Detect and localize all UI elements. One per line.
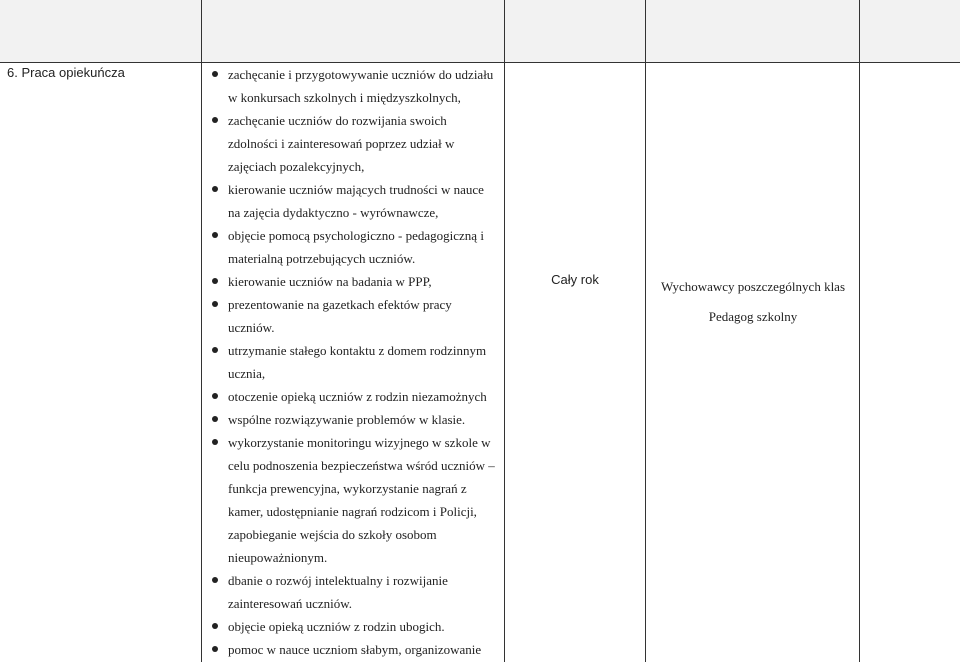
task-list (212, 63, 507, 661)
task-text-line: pomoc w nauce uczniom słabym, organizowanie (228, 642, 482, 657)
task-text-line: zdolności i zainteresowań poprzez udział w (228, 136, 455, 151)
task-text-line: zapobieganie wejścia do szkoły osobom (228, 527, 437, 542)
task-text-line: zachęcanie i przygotowywanie uczniów do udziału (228, 67, 494, 82)
bullet-dot-icon (212, 646, 218, 652)
task-text-line: objęcie pomocą psychologiczno - pedagogiczną i (228, 228, 484, 243)
task-text-line: kierowanie uczniów mających trudności w nauce (228, 182, 484, 197)
task-text-line: utrzymanie stałego kontaktu z domem rodzinnym (228, 343, 487, 358)
bullet-dot-icon (212, 117, 218, 123)
previous-row-gray (0, 0, 960, 62)
task-text-line: funkcja prewencyjna, wykorzystanie nagrań z (228, 481, 467, 496)
bullet-dot-icon (212, 71, 218, 77)
task-list-item (212, 385, 507, 408)
task-text-line: wykorzystanie monitoringu wizyjnego w szkole w (228, 435, 491, 450)
bullet-dot-icon (212, 186, 218, 192)
bullet-dot-icon (212, 416, 218, 422)
task-list-item (212, 224, 507, 270)
responsible-cell (646, 272, 860, 332)
task-list-item (212, 293, 507, 339)
task-text-line: zajęciach pozalekcyjnych, (228, 159, 365, 174)
task-list-item (212, 270, 507, 293)
task-text-line: kierowanie uczniów na badania w PPP, (228, 274, 432, 289)
task-text-line: zainteresowań uczniów. (228, 596, 353, 611)
task-text-line: objęcie opieką uczniów z rodzin ubogich. (228, 619, 445, 634)
task-text-line: otoczenie opieką uczniów z rodzin niezamożnych (228, 389, 487, 404)
task-text-line: w konkursach szkolnych i międzyszkolnych, (228, 90, 461, 105)
bullet-dot-icon (212, 623, 218, 629)
task-list-item (212, 63, 507, 109)
bullet-dot-icon (212, 301, 218, 307)
section-cell (0, 62, 201, 662)
task-text-line: na zajęcia dydaktyczno - wyrównawcze, (228, 205, 439, 220)
task-text-line: prezentowanie na gazetkach efektów pracy (228, 297, 452, 312)
task-text-line: dbanie o rozwój intelektualny i rozwijanie (228, 573, 448, 588)
task-text-line: zachęcanie uczniów do rozwijania swoich (228, 113, 447, 128)
bullet-dot-icon (212, 439, 218, 445)
task-list-item (212, 339, 507, 385)
task-list-item (212, 178, 507, 224)
task-text-line: wspólne rozwiązywanie problemów w klasie. (228, 412, 466, 427)
bullet-dot-icon (212, 232, 218, 238)
task-text-line: kamer, udostępnianie nagrań rodzicom i Policji, (228, 504, 477, 519)
column-divider-1 (201, 0, 202, 662)
task-text-line: celu podnoszenia bezpieczeństwa wśród uczniów – (228, 458, 495, 473)
task-text-line: materialną potrzebujących uczniów. (228, 251, 416, 266)
bullet-dot-icon (212, 347, 218, 353)
term-cell: Cały rok (551, 272, 599, 287)
task-text-line: uczniów. (228, 320, 275, 335)
task-text-line: nieupoważnionym. (228, 550, 328, 565)
task-list-item (212, 615, 507, 638)
task-list-item (212, 408, 507, 431)
responsible-line: Wychowawcy poszczególnych klas (660, 279, 846, 294)
task-list-item (212, 109, 507, 178)
task-text-line: ucznia, (228, 366, 266, 381)
task-list-item (212, 638, 507, 661)
task-list-item (212, 431, 507, 569)
responsible-line: Pedagog szkolny (708, 309, 798, 324)
section-title: 6. Praca opiekuńcza (7, 65, 125, 80)
task-list-item (212, 569, 507, 615)
bullet-dot-icon (212, 278, 218, 284)
bullet-dot-icon (212, 577, 218, 583)
bullet-dot-icon (212, 393, 218, 399)
